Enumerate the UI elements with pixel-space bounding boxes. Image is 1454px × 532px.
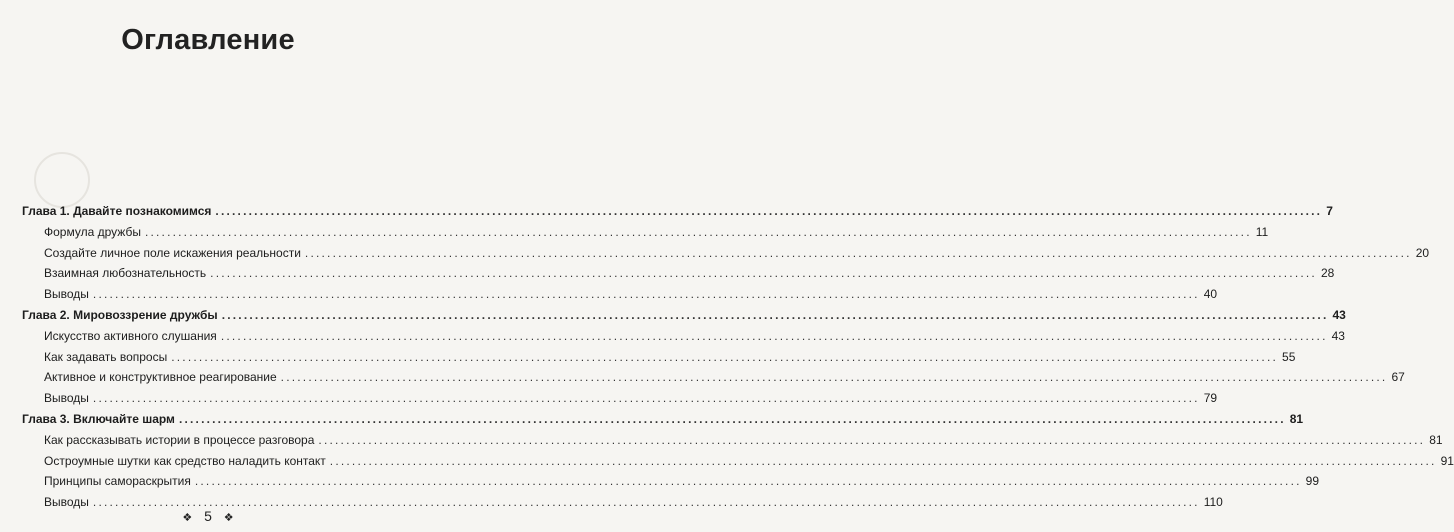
toc-chapter-row <box>22 201 1333 222</box>
toc-entry-label: Как задавать вопросы <box>44 349 168 364</box>
diamond-ornament-icon: ❖ <box>182 512 193 524</box>
toc-entry-label: Как рассказывать истории в процессе разговора <box>44 432 315 447</box>
toc-section-row <box>22 326 1345 347</box>
dot-leader: ........................................................................................................................................................................................................ <box>304 245 1412 260</box>
toc-entry-label: Создайте личное поле искажения реальности <box>44 245 301 260</box>
toc-entry-page: 40 <box>1203 287 1218 302</box>
toc-entry-page: 11 <box>1255 224 1269 239</box>
dot-leader: ........................................................................................................................................................................................................ <box>220 328 1328 343</box>
toc-section-row <box>22 347 1296 368</box>
toc-section-row <box>22 263 1335 284</box>
toc-chapter-row <box>22 305 1346 326</box>
bleed-through-circle <box>34 152 90 208</box>
toc-entry-page: 91 <box>1440 453 1454 468</box>
toc-entry-label: Выводы <box>44 495 89 510</box>
toc-entry-label: Взаимная любознательность <box>44 266 207 281</box>
dot-leader: ........................................................................................................................................................................................................ <box>194 474 1302 489</box>
dot-leader: ........................................................................................................................................................................................................ <box>171 349 1279 364</box>
dot-leader: ........................................................................................................................................................................................................ <box>329 453 1437 468</box>
toc-entry-label: Остроумные шутки как средство наладить контакт <box>44 453 326 468</box>
toc-entry-page: 43 <box>1331 328 1345 343</box>
page-footer <box>0 508 416 524</box>
dot-leader: ........................................................................................................................................................................................................ <box>92 287 1200 302</box>
toc-entry-label: Глава 1. Давайте познакомимся <box>22 204 212 218</box>
dot-leader: ........................................................................................................................................................................................................ <box>318 432 1426 447</box>
toc-entry-page: 43 <box>1332 307 1346 322</box>
toc-entry-label: Глава 3. Включайте шарм <box>22 411 175 426</box>
dot-leader: ........................................................................................................................................................................................................ <box>144 224 1252 239</box>
toc-entry-page: 79 <box>1203 391 1218 406</box>
dot-leader: ........................................................................................................................................................................................................ <box>210 266 1317 281</box>
toc-section-row <box>22 222 1269 243</box>
dot-leader: ........................................................................................................................................................................................................ <box>92 495 1200 510</box>
toc-entry-label: Принципы самораскрытия <box>44 474 191 489</box>
toc-entry-page: 55 <box>1282 349 1296 364</box>
toc-entry-page: 110 <box>1203 495 1223 510</box>
toc-entry-page: 28 <box>1320 266 1335 281</box>
toc-section-row <box>22 243 1430 264</box>
toc-section-row <box>22 367 1405 388</box>
toc-entry-label: Глава 2. Мировоззрение дружбы <box>22 307 218 322</box>
toc-entry-label: Формула дружбы <box>44 224 141 239</box>
toc-entry-page: 20 <box>1415 245 1430 260</box>
toc-entry-label: Активное и конструктивное реагирование <box>44 370 277 385</box>
toc-section-row <box>22 284 1218 305</box>
toc-section-row <box>22 471 1320 492</box>
dot-leader: ........................................................................................................................................................................................................ <box>215 204 1323 218</box>
toc-entry-page: 7 <box>1326 204 1333 218</box>
toc-section-row <box>22 451 1454 472</box>
toc-entry-page: 81 <box>1289 411 1304 426</box>
table-of-contents <box>22 201 1454 513</box>
page-number: 5 <box>204 508 212 524</box>
toc-entry-label: Выводы <box>44 287 89 302</box>
toc-entry-label: Выводы <box>44 391 89 406</box>
toc-entry-label: Искусство активного слушания <box>44 328 217 343</box>
toc-section-row <box>22 430 1443 451</box>
toc-section-row <box>22 388 1218 409</box>
toc-entry-page: 81 <box>1429 432 1443 447</box>
toc-chapter-row <box>22 409 1304 430</box>
toc-entry-page: 99 <box>1305 474 1320 489</box>
dot-leader: ........................................................................................................................................................................................................ <box>92 391 1200 406</box>
diamond-ornament-icon: ❖ <box>223 512 234 524</box>
page-title: Оглавление <box>121 24 295 56</box>
dot-leader: ........................................................................................................................................................................................................ <box>178 411 1286 426</box>
dot-leader: ........................................................................................................................................................................................................ <box>221 307 1329 322</box>
dot-leader: ........................................................................................................................................................................................................ <box>280 370 1388 385</box>
toc-entry-page: 67 <box>1391 370 1405 385</box>
